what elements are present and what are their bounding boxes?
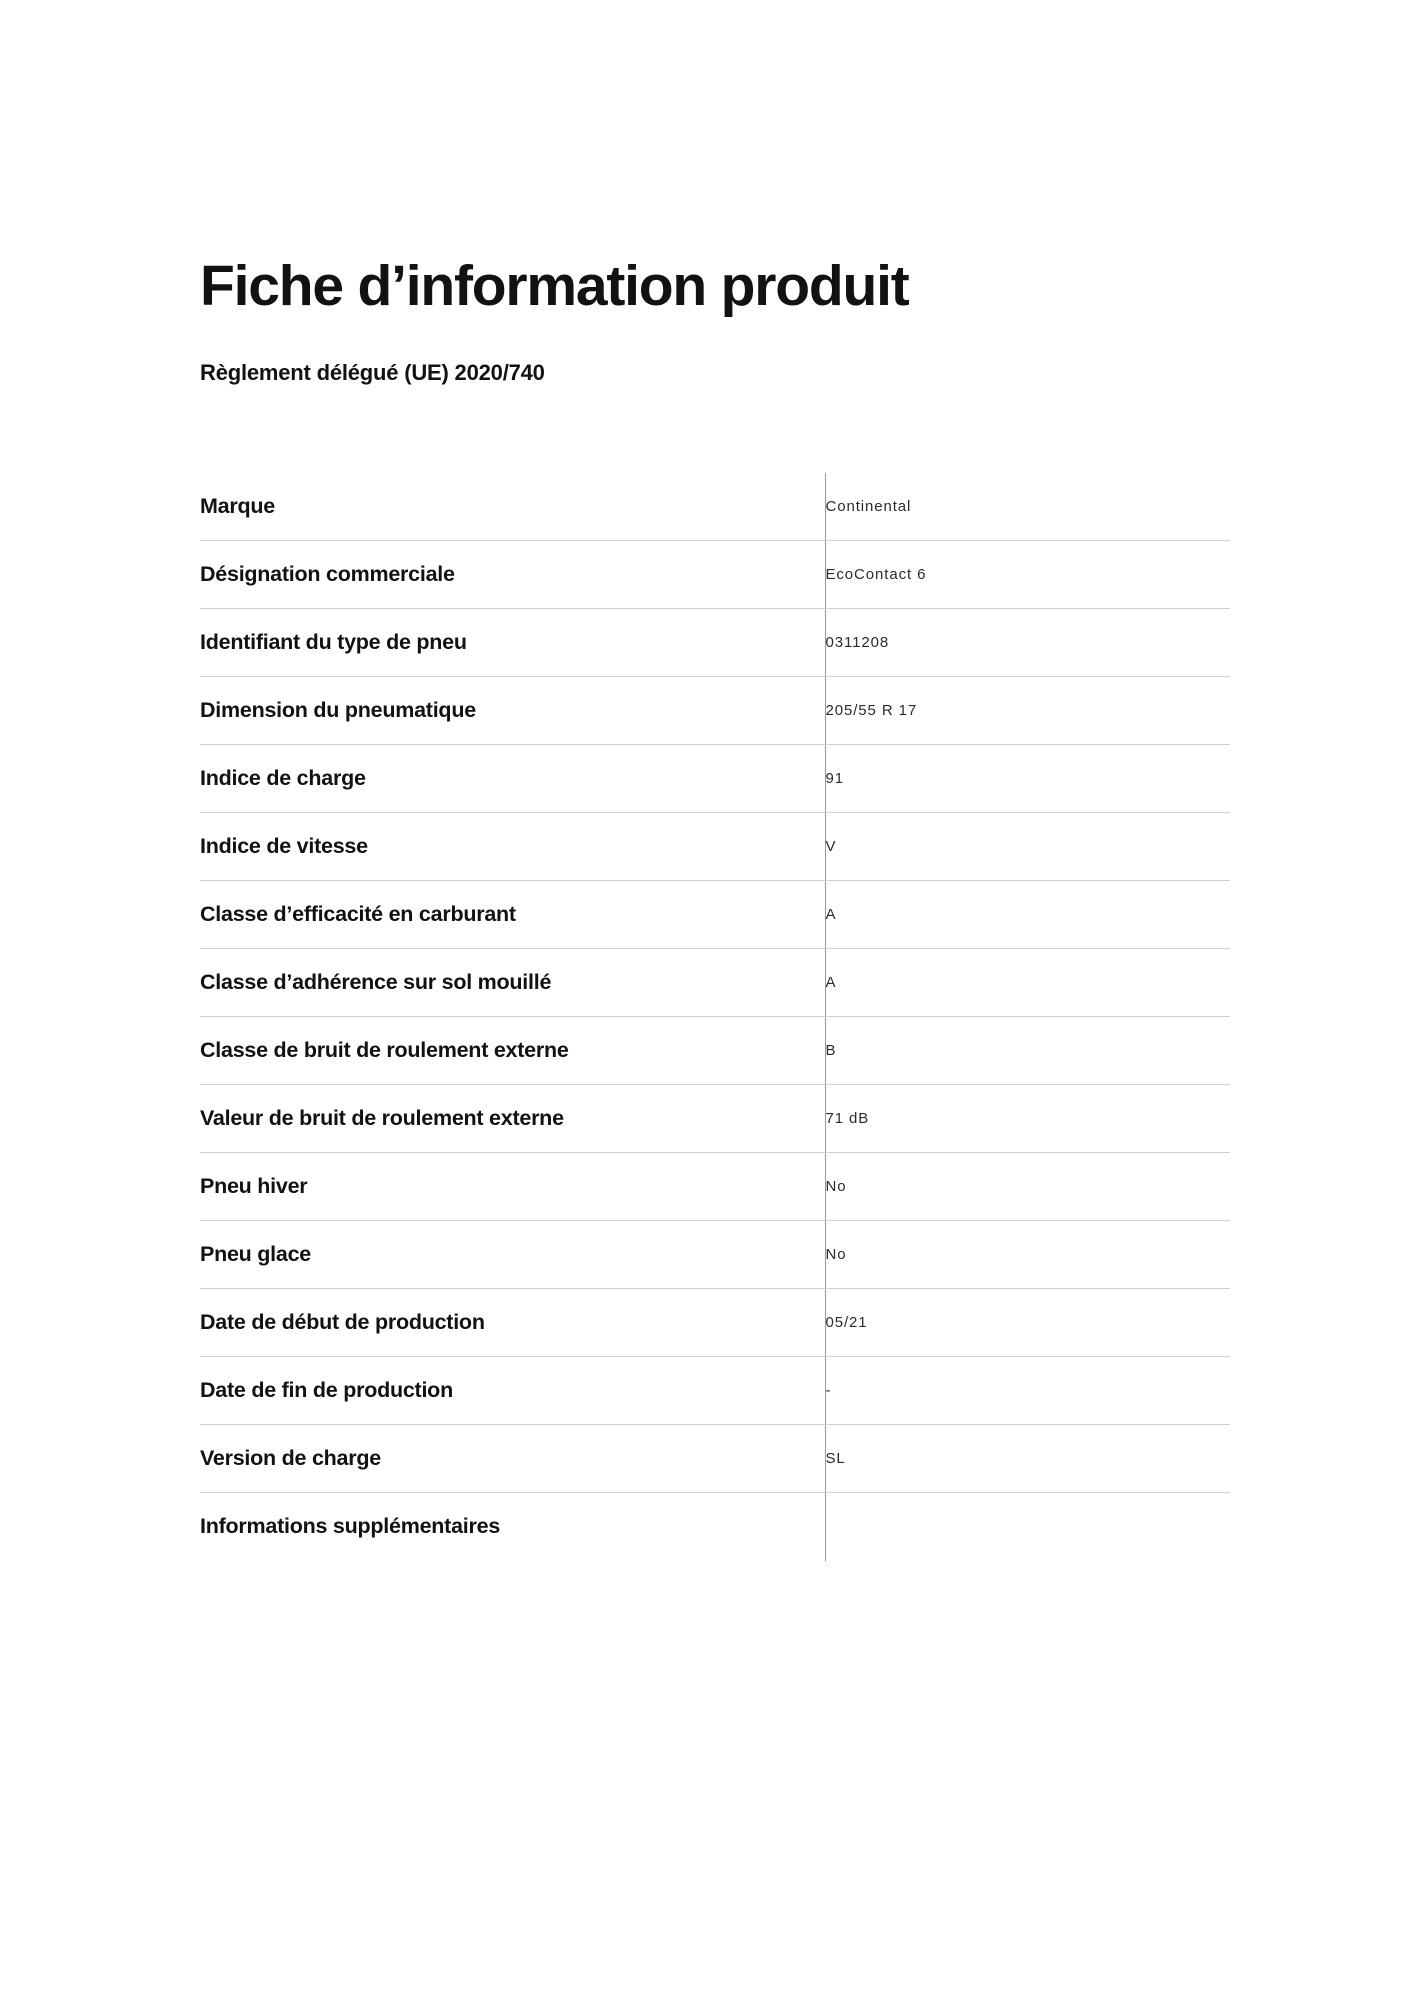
table-row <box>200 541 1230 609</box>
table-row <box>200 677 1230 745</box>
spec-value: B <box>825 1017 1230 1085</box>
spec-label: Date de fin de production <box>200 1357 825 1425</box>
spec-label: Date de début de production <box>200 1289 825 1357</box>
spec-label: Indice de charge <box>200 745 825 813</box>
table-row <box>200 745 1230 813</box>
spec-table-body <box>200 473 1230 1561</box>
table-row <box>200 881 1230 949</box>
table-row <box>200 1221 1230 1289</box>
spec-label: Pneu hiver <box>200 1153 825 1221</box>
spec-value: No <box>825 1221 1230 1289</box>
table-row <box>200 473 1230 541</box>
table-row <box>200 1425 1230 1493</box>
table-row <box>200 1017 1230 1085</box>
spec-label: Indice de vitesse <box>200 813 825 881</box>
table-row <box>200 1153 1230 1221</box>
spec-label: Dimension du pneumatique <box>200 677 825 745</box>
spec-value: 05/21 <box>825 1289 1230 1357</box>
table-row <box>200 1493 1230 1561</box>
spec-label: Désignation commerciale <box>200 541 825 609</box>
spec-value: 71 dB <box>825 1085 1230 1153</box>
tyre-specification-table <box>200 473 1230 1561</box>
table-row <box>200 813 1230 881</box>
spec-label: Classe d’adhérence sur sol mouillé <box>200 949 825 1017</box>
spec-value: Continental <box>825 473 1230 541</box>
spec-value: 91 <box>825 745 1230 813</box>
spec-table-wrapper <box>200 473 1230 1561</box>
spec-value: No <box>825 1153 1230 1221</box>
spec-label: Classe d’efficacité en carburant <box>200 881 825 949</box>
spec-label: Classe de bruit de roulement externe <box>200 1017 825 1085</box>
spec-label: Informations supplémentaires <box>200 1514 501 1539</box>
spec-value: V <box>825 813 1230 881</box>
table-row <box>200 1085 1230 1153</box>
spec-value <box>825 1493 1230 1561</box>
document-content <box>200 255 1230 1561</box>
table-row <box>200 949 1230 1017</box>
page-title: Fiche d’information produit <box>200 254 909 318</box>
spec-value: EcoContact 6 <box>825 541 1230 609</box>
spec-value: 0311208 <box>825 609 1230 677</box>
spec-label: Valeur de bruit de roulement externe <box>200 1085 825 1153</box>
spec-label: Identifiant du type de pneu <box>200 609 825 677</box>
table-row <box>200 1289 1230 1357</box>
spec-label: Marque <box>200 473 825 541</box>
spec-label: Pneu glace <box>200 1221 825 1289</box>
table-row <box>200 609 1230 677</box>
table-row <box>200 1357 1230 1425</box>
spec-value: - <box>825 1357 1230 1425</box>
spec-value: A <box>825 949 1230 1017</box>
spec-label: Version de charge <box>200 1425 825 1493</box>
spec-value: A <box>825 881 1230 949</box>
spec-value: SL <box>825 1425 1230 1493</box>
spec-value: 205/55 R 17 <box>825 677 1230 745</box>
regulation-subtitle: Règlement délégué (UE) 2020/740 <box>200 359 545 385</box>
